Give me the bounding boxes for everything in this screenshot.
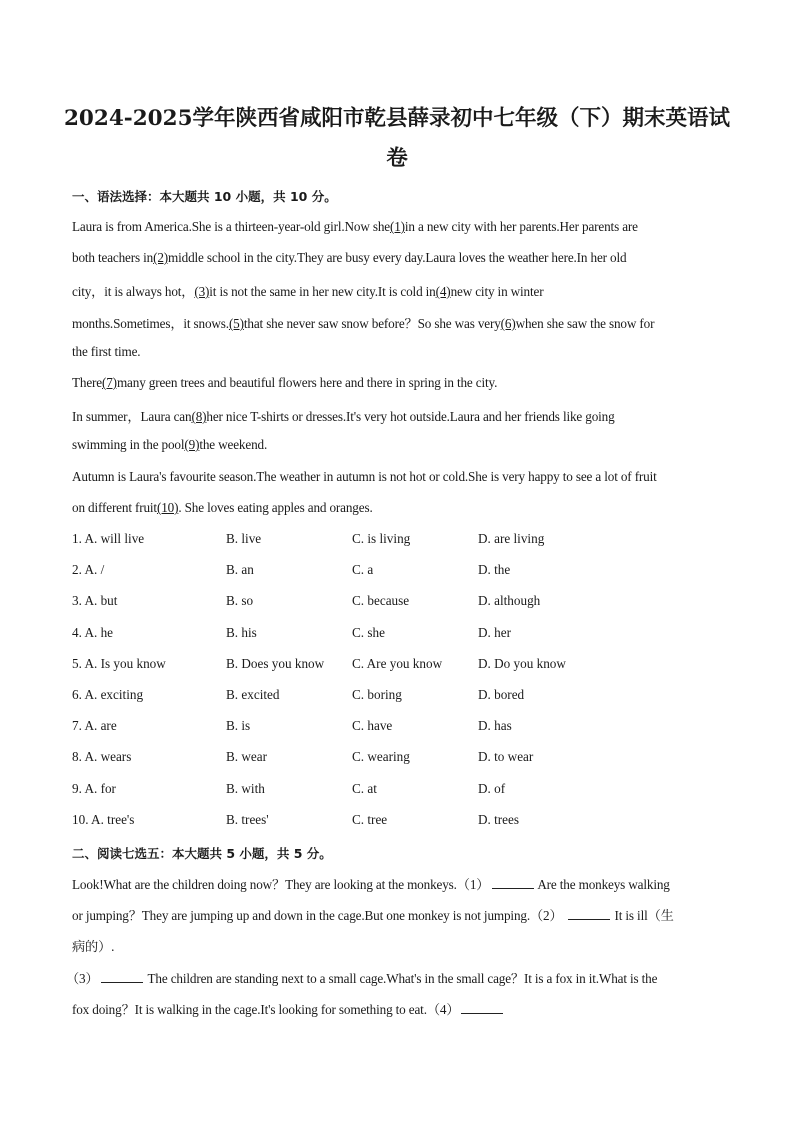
answer-blank-3[interactable] bbox=[101, 971, 143, 983]
question-row bbox=[72, 687, 732, 707]
passage-line bbox=[72, 281, 543, 300]
option-d[interactable]: D. her bbox=[478, 625, 511, 640]
option-a[interactable]: 7. A. are bbox=[72, 718, 117, 733]
blank-4: (4) bbox=[435, 284, 451, 299]
passage-line bbox=[72, 437, 267, 453]
text: Laura is from America.She is a thirteen-year-old girl.Now she bbox=[72, 219, 390, 234]
option-a[interactable]: 4. A. he bbox=[72, 625, 114, 640]
blank-5: (5) bbox=[228, 316, 244, 331]
option-b[interactable]: B. excited bbox=[226, 687, 280, 702]
text: that she never saw snow before？So she was very bbox=[243, 316, 501, 331]
text: on different fruit bbox=[72, 500, 157, 515]
blank-7: (7) bbox=[102, 375, 117, 390]
text: or jumping？They are jumping up and down in the cage.But one monkey is not jumping.（2） bbox=[72, 908, 563, 923]
blank-10: (10) bbox=[156, 500, 179, 515]
passage-line bbox=[66, 968, 657, 987]
option-b[interactable]: B. Does you know bbox=[226, 656, 325, 671]
text: the weekend. bbox=[199, 437, 268, 452]
text: many green trees and beautiful flowers here and there in spring in the city. bbox=[116, 375, 498, 390]
section-heading-grammar: 一、语法选择：本大题共 10 小题，共 10 分。 bbox=[72, 189, 337, 204]
option-b[interactable]: B. is bbox=[226, 718, 251, 733]
text: Look!What are the children doing now？They are looking at the monkeys.（1） bbox=[72, 877, 490, 892]
option-d[interactable]: D. has bbox=[478, 718, 512, 733]
option-d[interactable]: D. Do you know bbox=[478, 656, 566, 671]
section-heading-reading: 二、阅读七选五：本大题共 5 小题，共 5 分。 bbox=[72, 846, 332, 861]
passage-line bbox=[72, 500, 373, 516]
option-d[interactable]: D. are living bbox=[478, 531, 545, 546]
text: fox doing？It is walking in the cage.It's looking for something to eat.（4） bbox=[72, 1002, 460, 1017]
option-b[interactable]: B. live bbox=[226, 531, 262, 546]
title-line-1: 2024-2025学年陕西省咸阳市乾县薛录初中七年级（下）期末英语试 bbox=[63, 106, 731, 131]
question-row bbox=[72, 593, 732, 613]
text: months.Sometimes，it snows. bbox=[72, 316, 229, 331]
option-c[interactable]: C. boring bbox=[352, 687, 402, 702]
text: in a new city with her parents.Her parents are bbox=[404, 219, 638, 234]
blank-2: (2) bbox=[153, 250, 169, 265]
question-row bbox=[72, 749, 732, 769]
passage-line bbox=[72, 219, 638, 235]
question-row bbox=[72, 625, 732, 645]
option-c[interactable]: C. wearing bbox=[352, 749, 410, 764]
page-title bbox=[60, 99, 734, 179]
blank-1: (1) bbox=[389, 219, 405, 234]
text: both teachers in bbox=[72, 250, 154, 265]
option-d[interactable]: D. the bbox=[478, 562, 511, 577]
option-b[interactable]: B. wear bbox=[226, 749, 268, 764]
text: middle school in the city.They are busy every day.Laura loves the weather here.In her old bbox=[168, 250, 627, 265]
option-d[interactable]: D. bored bbox=[478, 687, 525, 702]
option-d[interactable]: D. although bbox=[478, 593, 541, 608]
question-row bbox=[72, 531, 732, 551]
passage-line bbox=[72, 250, 626, 266]
option-c[interactable]: C. at bbox=[352, 781, 377, 796]
text: Are the monkeys walking bbox=[537, 877, 670, 892]
question-row bbox=[72, 781, 732, 801]
option-a[interactable]: 8. A. wears bbox=[72, 749, 132, 764]
title-line-2: 卷 bbox=[386, 146, 408, 171]
option-a[interactable]: 5. A. Is you know bbox=[72, 656, 166, 671]
option-c[interactable]: C. because bbox=[352, 593, 410, 608]
option-c[interactable]: C. Are you know bbox=[352, 656, 443, 671]
option-b[interactable]: B. trees' bbox=[226, 812, 269, 827]
option-b[interactable]: B. an bbox=[226, 562, 254, 577]
passage-line bbox=[72, 874, 670, 893]
text: when she saw the snow for bbox=[515, 316, 655, 331]
text: It is ill（生 bbox=[614, 908, 674, 923]
option-c[interactable]: C. she bbox=[352, 625, 385, 640]
question-row bbox=[72, 812, 732, 832]
answer-blank-2[interactable] bbox=[568, 908, 610, 920]
question-row bbox=[72, 562, 732, 582]
option-a[interactable]: 1. A. will live bbox=[72, 531, 145, 546]
option-a[interactable]: 10. A. tree's bbox=[72, 812, 135, 827]
passage-line: 病的）. bbox=[72, 939, 115, 954]
option-b[interactable]: B. his bbox=[226, 625, 257, 640]
option-d[interactable]: D. trees bbox=[478, 812, 520, 827]
passage-line bbox=[72, 375, 497, 391]
option-b[interactable]: B. with bbox=[226, 781, 265, 796]
passage-line: the first time. bbox=[72, 344, 141, 359]
option-c[interactable]: C. is living bbox=[352, 531, 411, 546]
blank-3: (3) bbox=[194, 284, 210, 299]
option-a[interactable]: 9. A. for bbox=[72, 781, 116, 796]
question-row bbox=[72, 656, 732, 676]
option-c[interactable]: C. a bbox=[352, 562, 374, 577]
blank-8: (8) bbox=[191, 409, 207, 424]
answer-blank-1[interactable] bbox=[492, 877, 534, 889]
passage-line bbox=[72, 999, 503, 1018]
option-a[interactable]: 2. A. / bbox=[72, 562, 105, 577]
option-c[interactable]: C. tree bbox=[352, 812, 388, 827]
text: city，it is always hot， bbox=[72, 284, 195, 299]
option-b[interactable]: B. so bbox=[226, 593, 254, 608]
option-d[interactable]: D. to wear bbox=[478, 749, 534, 764]
passage-line bbox=[72, 313, 654, 332]
text: （3） bbox=[66, 971, 99, 986]
passage-line: Autumn is Laura's favourite season.The weather in autumn is not hot or cold.She is very happy to see a lot of fruit bbox=[72, 469, 657, 484]
blank-6: (6) bbox=[500, 316, 516, 331]
text: her nice T-shirts or dresses.It's very hot outside.Laura and her friends like going bbox=[206, 409, 615, 424]
answer-blank-4[interactable] bbox=[461, 1002, 503, 1014]
option-a[interactable]: 6. A. exciting bbox=[72, 687, 144, 702]
text: swimming in the pool bbox=[72, 437, 185, 452]
text: it is not the same in her new city.It is cold in bbox=[209, 284, 436, 299]
text: new city in winter bbox=[450, 284, 544, 299]
text: The children are standing next to a small cage.What's in the small cage？It is a fox in it.What is the bbox=[147, 971, 658, 986]
passage-line bbox=[72, 905, 674, 924]
option-a[interactable]: 3. A. but bbox=[72, 593, 118, 608]
option-c[interactable]: C. have bbox=[352, 718, 393, 733]
question-row bbox=[72, 718, 732, 738]
option-d[interactable]: D. of bbox=[478, 781, 506, 796]
text: . She loves eating apples and oranges. bbox=[178, 500, 373, 515]
text: In summer，Laura can bbox=[72, 409, 192, 424]
text: There bbox=[72, 375, 102, 390]
passage-line bbox=[72, 406, 615, 425]
blank-9: (9) bbox=[184, 437, 200, 452]
